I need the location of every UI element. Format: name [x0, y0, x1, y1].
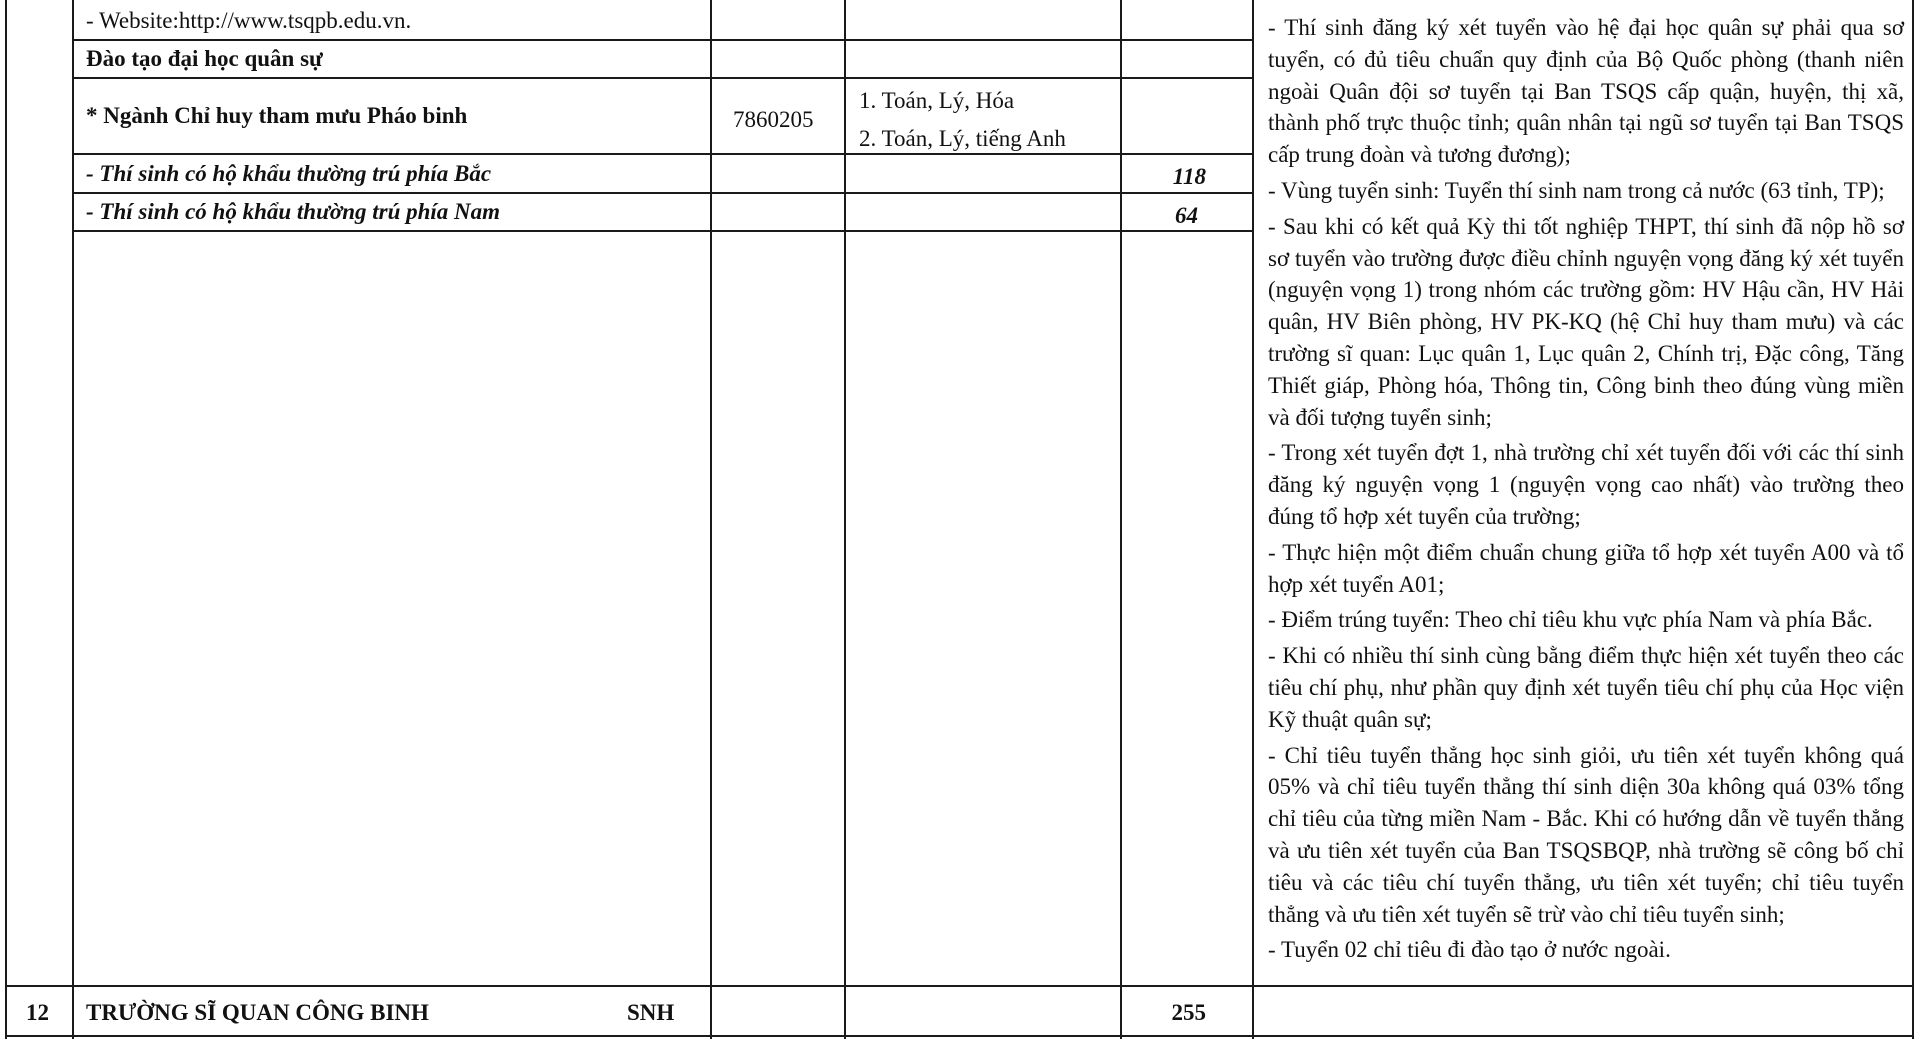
- school-quota: 255: [1171, 1000, 1206, 1025]
- row-divider-2: [72, 77, 1252, 79]
- north-quota: 118: [1172, 164, 1206, 189]
- north-candidates-label: - Thí sinh có hộ khẩu thường trú phía Bắc: [86, 161, 492, 186]
- note-item: - Chỉ tiêu tuyển thẳng học sinh giỏi, ưu tiên xét tuyển không quá 05% và chỉ tiêu tuyển thẳng thí sinh diện 30a không quá 03% tổng chỉ tiêu của từng miền Nam - Bắc. Khi có hướng dẫn về tuyển thẳng và ưu tiên xét tuyển của Ban TSQSBQP, nhà trường sẽ công bố chỉ tiêu và các tiêu chí tuyển thẳng, ưu tiên xét tuyển; chỉ tiêu tuyển thẳng và ưu tiên xét tuyển sẽ trừ vào chỉ tiêu tuyển sinh;: [1268, 742, 1904, 927]
- table-border-left: [5, 0, 7, 1039]
- note-item: - Khi có nhiều thí sinh cùng bằng điểm thực hiện xét tuyển theo các tiêu chí phụ, như phần quy định xét tuyển tiêu chí phụ của Học viện Kỹ thuật quân sự;: [1268, 643, 1904, 732]
- note-item: - Sau khi có kết quả Kỳ thi tốt nghiệp THPT, thí sinh đã nộp hồ sơ sơ tuyển vào trường được điều chỉnh nguyện vọng đăng ký xét tuyển (nguyện vọng 1) trong nhóm các trường gồm: HV Hậu cần, HV Hải quân, HV Biên phòng, HV PK-KQ (hệ Chỉ huy tham mưu) và các trường sĩ quan: Lục quân 1, Lục quân 2, Chính trị, Đặc công, Tăng Thiết giáp, Phòng hóa, Thông tin, Công binh theo đúng vùng miền và đối tượng tuyển sinh;: [1268, 213, 1904, 430]
- column-divider-4: [1120, 0, 1122, 1039]
- major-name: * Ngành Chỉ huy tham mưu Pháo binh: [86, 103, 468, 128]
- row-divider-school-bottom: [5, 1035, 1914, 1037]
- major-code: 7860205: [733, 107, 814, 132]
- column-divider-5: [1252, 0, 1254, 1039]
- note-item: - Điểm trúng tuyển: Theo chỉ tiêu khu vực phía Nam và phía Bắc.: [1268, 607, 1873, 633]
- school-code: SNH: [627, 1000, 675, 1025]
- row-divider-5: [72, 230, 1252, 232]
- website-line: - Website:http://www.tsqpb.edu.vn.: [86, 8, 412, 33]
- column-divider-2: [710, 0, 712, 1039]
- subject-combo-1: 1. Toán, Lý, Hóa: [859, 88, 1015, 113]
- subject-combo-2: 2. Toán, Lý, tiếng Anh: [859, 126, 1066, 151]
- note-item: - Thực hiện một điểm chuẩn chung giữa tổ hợp xét tuyển A00 và tổ hợp xét tuyển A01;: [1268, 539, 1904, 597]
- note-item: - Tuyển 02 chỉ tiêu đi đào tạo ở nước ngoài.: [1268, 937, 1671, 963]
- south-candidates-label: - Thí sinh có hộ khẩu thường trú phía Nam: [86, 199, 501, 224]
- row-divider-school-top: [5, 985, 1914, 987]
- note-item: - Thí sinh đăng ký xét tuyển vào hệ đại học quân sự phải qua sơ tuyển, có đủ tiêu chuẩn quy định của Bộ Quốc phòng (thanh niên ngoài Quân đội sơ tuyển tại Ban TSQS cấp quận, huyện, thị xã, thành phố trực thuộc tỉnh; quân nhân tại ngũ sơ tuyển tại Ban TSQS cấp trung đoàn và tương đương);: [1268, 15, 1904, 168]
- note-item: - Vùng tuyển sinh: Tuyển thí sinh nam trong cả nước (63 tỉnh, TP);: [1268, 177, 1885, 203]
- column-divider-3: [844, 0, 846, 1039]
- training-section-heading: Đào tạo đại học quân sự: [86, 46, 323, 71]
- south-quota: 64: [1175, 203, 1198, 228]
- admission-notes: [1268, 12, 1904, 970]
- row-divider-3: [72, 153, 1252, 155]
- school-index: 12: [26, 1000, 49, 1025]
- note-item: - Trong xét tuyển đợt 1, nhà trường chỉ xét tuyển đối với các thí sinh đăng ký nguyện vọng 1 (nguyện vọng cao nhất) vào trường theo đúng tổ hợp xét tuyển của trường;: [1268, 440, 1904, 529]
- column-divider-1: [72, 0, 74, 1039]
- row-divider-4: [72, 192, 1252, 194]
- school-name: TRƯỜNG SĨ QUAN CÔNG BINH: [86, 1000, 429, 1025]
- table-border-right: [1912, 0, 1914, 1039]
- row-divider-1: [72, 39, 1252, 41]
